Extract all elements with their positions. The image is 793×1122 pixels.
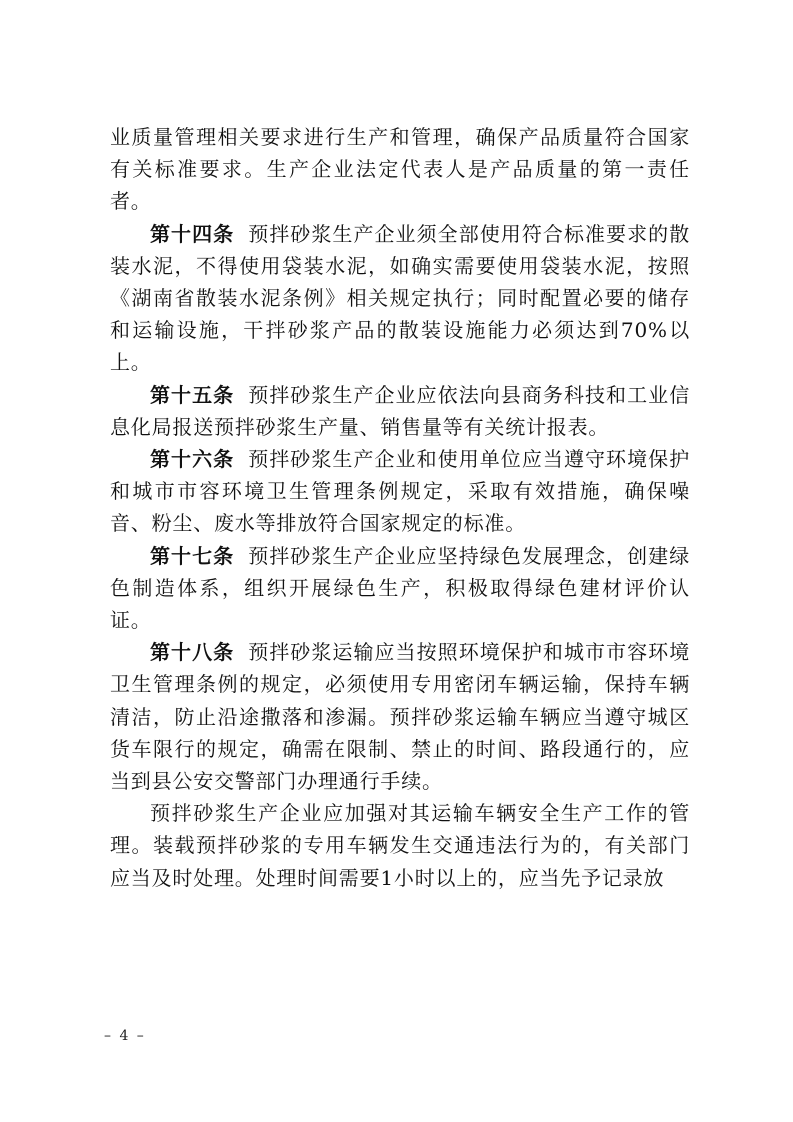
article-17 [110, 540, 690, 637]
article-14 [110, 218, 690, 379]
article-heading: 第十六条 [150, 447, 235, 472]
article-18 [110, 636, 690, 797]
article-heading: 第十四条 [150, 221, 235, 246]
article-15 [110, 379, 690, 443]
paragraph-continuation [110, 121, 690, 218]
document-body [110, 121, 690, 894]
article-text: 预拌砂浆生产企业须全部使用符合标准要求的散装水泥，不得使用袋装水泥，如确实需要使用袋装水泥，按照《湖南省散装水泥条例》相关规定执行；同时配置必要的储存和运输设施，干拌砂浆产品的散装设施能力必须达到70%以上。 [110, 221, 690, 375]
article-text: 预拌砂浆生产企业应坚持绿色发展理念，创建绿色制造体系，组织开展绿色生产，积极取得绿色建材评价认证。 [110, 543, 690, 633]
article-text: 预拌砂浆生产企业应依法向县商务科技和工业信息化局报送预拌砂浆生产量、销售量等有关统计报表。 [110, 382, 690, 439]
article-heading: 第十七条 [150, 543, 235, 568]
page-number: – 4 – [104, 1028, 146, 1044]
article-18-paragraph-2 [110, 797, 690, 894]
article-text: 预拌砂浆生产企业和使用单位应当遵守环境保护和城市市容环境卫生管理条例规定，采取有效措施，确保噪音、粉尘、废水等排放符合国家规定的标准。 [110, 447, 690, 536]
article-heading: 第十五条 [150, 382, 235, 407]
paragraph-text: 业质量管理相关要求进行生产和管理，确保产品质量符合国家有关标准要求。生产企业法定代表人是产品质量的第一责任者。 [110, 125, 690, 214]
paragraph-text: 预拌砂浆生产企业应加强对其运输车辆安全生产工作的管理。装载预拌砂浆的专用车辆发生交通违法行为的，有关部门应当及时处理。处理时间需要1小时以上的，应当先予记录放 [110, 801, 690, 890]
article-heading: 第十八条 [150, 640, 235, 665]
article-text: 预拌砂浆运输应当按照环境保护和城市市容环境卫生管理条例的规定，必须使用专用密闭车辆运输，保持车辆清洁，防止沿途撒落和渗漏。预拌砂浆运输车辆应当遵守城区货车限行的规定，确需在限制、禁止的时间、路段通行的，应当到县公安交警部门办理通行手续。 [110, 640, 690, 794]
article-16 [110, 443, 690, 540]
